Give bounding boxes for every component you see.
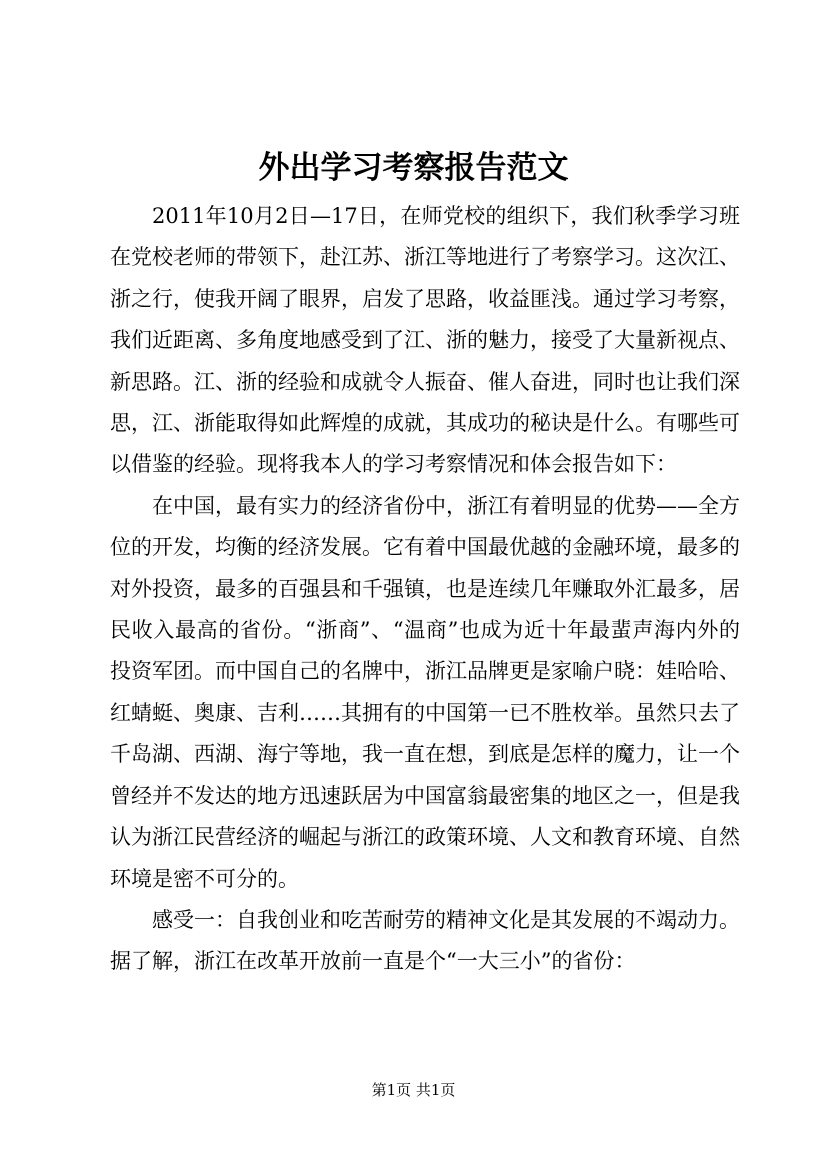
document-title: 外出学习考察报告范文 xyxy=(258,150,569,186)
paragraph-impression-one: 感受一：自我创业和吃苦耐劳的精神文化是其发展的不竭动力。据了解，浙江在改革开放前一直是个“一大三小”的省份： xyxy=(110,907,740,974)
page-footer: 第1页 共1页 xyxy=(371,1081,456,1099)
paragraph-intro: 2011年10月2日—17日，在师党校的组织下，我们秋季学习班在党校老师的带领下，赴江苏、浙江等地进行了考察学习。这次江、浙之行，使我开阔了眼界，启发了思路，收益匪浅。通过学习考察，我们近距离、多角度地感受到了江、浙的魅力，接受了大量新视点、新思路。江、浙的经验和成就令人振奋、催人奋进，同时也让我们深思，江、浙能取得如此辉煌的成就，其成功的秘诀是什么。有哪些可以借鉴的经验。现将我本人的学习考察情况和体会报告如下： xyxy=(110,204,740,477)
paragraph-zhejiang-economy: 在中国，最有实力的经济省份中，浙江有着明显的优势——全方位的开发，均衡的经济发展。它有着中国最优越的金融环境，最多的对外投资，最多的百强县和千强镇，也是连续几年赚取外汇最多，居民收入最高的省份。“浙商”、“温商”也成为近十年最蜚声海内外的投资军团。而中国自己的名牌中，浙江品牌更是家喻户晓：娃哈哈、红蜻蜓、奥康、吉利……其拥有的中国第一已不胜枚举。虽然只去了千岛湖、西湖、海宁等地，我一直在想，到底是怎样的魔力，让一个曾经并不发达的地方迅速跃居为中国富翁最密集的地区之一，但是我认为浙江民营经济的崛起与浙江的政策环境、人文和教育环境、自然环境是密不可分的。 xyxy=(110,493,740,891)
document-body xyxy=(110,196,740,983)
